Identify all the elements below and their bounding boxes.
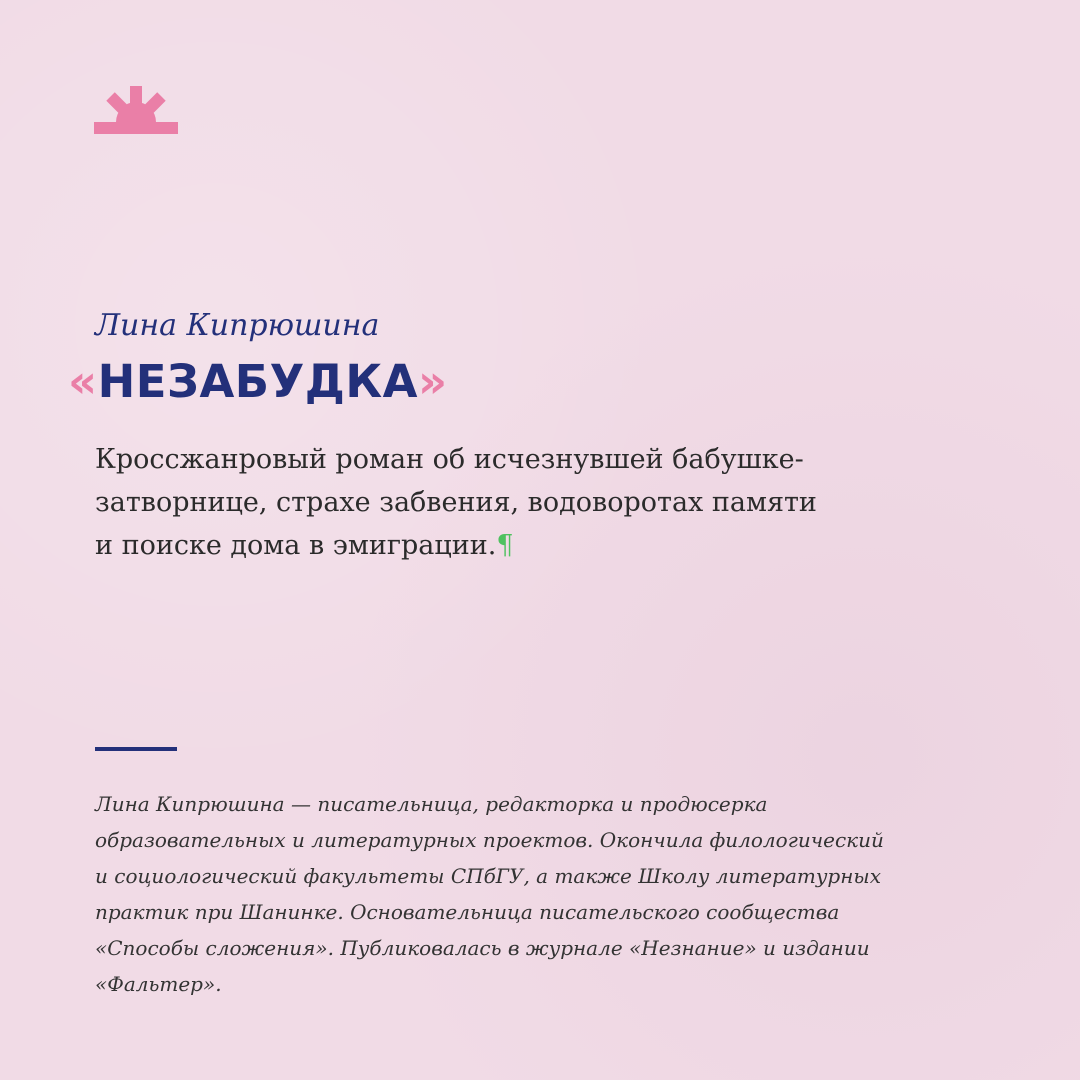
bio-line: «Способы сложения». Публиковалась в журнале «Незнание» и издании bbox=[95, 936, 870, 960]
sunburst-logo-icon bbox=[94, 86, 178, 134]
author-bio bbox=[95, 786, 995, 1002]
tagline-line: затворнице, страхе забвения, водоворотах памяти bbox=[95, 487, 817, 518]
bio-line: образовательных и литературных проектов. Окончила филологический bbox=[95, 828, 884, 852]
section-divider bbox=[95, 747, 177, 751]
title-text: НЕЗАБУДКА bbox=[97, 355, 418, 408]
bio-line: и социологический факультеты СПбГУ, а также Школу литературных bbox=[95, 864, 881, 888]
title-quote-close: » bbox=[417, 355, 448, 408]
tagline-line: Кроссжанровый роман об исчезнувшей бабушке- bbox=[95, 444, 804, 475]
book-tagline bbox=[95, 438, 975, 567]
bio-line: практик при Шанинке. Основательница писательского сообщества bbox=[95, 900, 840, 924]
bio-line: Лина Кипрюшина — писательница, редакторка и продюсерка bbox=[95, 792, 768, 816]
tagline-line-text: и поиске дома в эмиграции. bbox=[95, 530, 497, 561]
bio-line: «Фальтер». bbox=[95, 972, 222, 996]
author-name: Лина Кипрюшина bbox=[95, 308, 380, 343]
title-quote-open: « bbox=[68, 355, 98, 408]
tagline-line bbox=[95, 524, 975, 567]
book-title bbox=[68, 354, 448, 410]
pilcrow-mark: ¶ bbox=[496, 530, 514, 561]
